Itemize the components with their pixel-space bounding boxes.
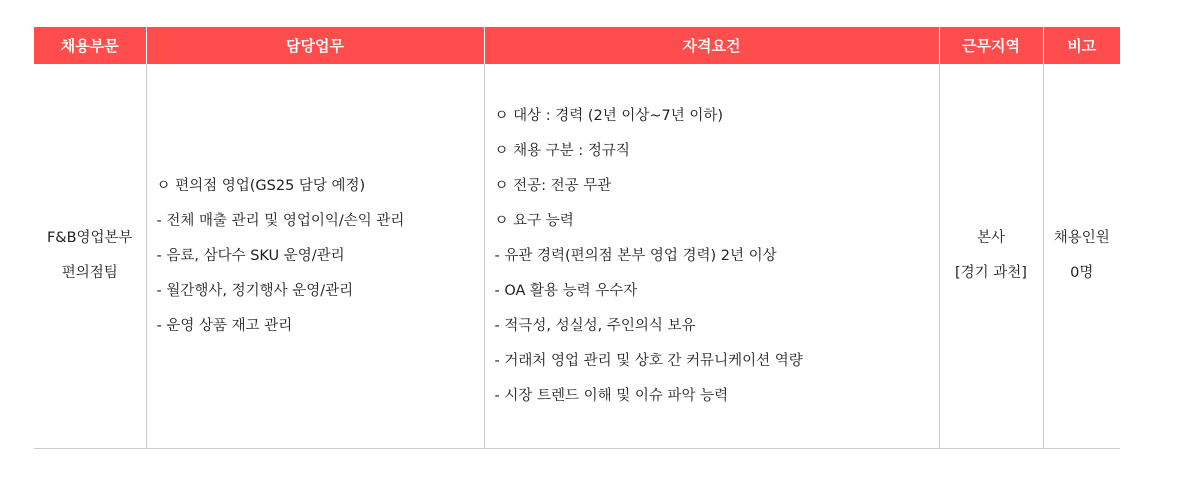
duty-line: ㅇ 편의점 영업(GS25 담당 예정): [156, 177, 366, 194]
header-note: 비고: [1043, 27, 1120, 64]
location-line: [경기 과천]: [955, 265, 1027, 281]
qualification-line: - OA 활용 능력 우수자: [494, 282, 638, 299]
duty-line: - 음료, 삼다수 SKU 운영/관리: [156, 247, 345, 264]
header-dept: 채용부문: [34, 27, 146, 64]
header-location: 근무지역: [939, 27, 1043, 64]
recruitment-table: [34, 27, 1120, 449]
duty-line: - 운영 상품 재고 관리: [156, 317, 293, 334]
cell-location: [939, 64, 1043, 449]
table-row: [34, 64, 1120, 449]
note-line: 채용인원: [1053, 230, 1110, 246]
qualification-line: ㅇ 대상 : 경력 (2년 이상~7년 이하): [494, 107, 724, 124]
header-qualification: 자격요건: [484, 27, 939, 64]
cell-dept: [34, 64, 146, 449]
qualification-line: ㅇ 요구 능력: [494, 212, 574, 229]
duty-line: - 월간행사, 정기행사 운영/관리: [156, 282, 354, 299]
qualification-line: - 거래처 영업 관리 및 상호 간 커뮤니케이션 역량: [494, 352, 803, 369]
header-duty: 담당업무: [146, 27, 484, 64]
cell-note: [1043, 64, 1120, 449]
duty-line: - 전체 매출 관리 및 영업이익/손익 관리: [156, 212, 405, 229]
qualification-line: - 적극성, 성실성, 주인의식 보유: [494, 317, 696, 334]
note-line: 0명: [1070, 265, 1094, 281]
cell-qualification: [484, 64, 939, 449]
cell-duty: [146, 64, 484, 449]
dept-line: 편의점팀: [61, 265, 118, 281]
qualification-line: - 유관 경력(편의점 본부 영업 경력) 2년 이상: [494, 247, 777, 264]
location-line: 본사: [976, 230, 1005, 246]
qualification-line: - 시장 트렌드 이해 및 이슈 파악 능력: [494, 387, 729, 404]
dept-line: F&B영업본부: [46, 230, 133, 246]
qualification-line: ㅇ 전공: 전공 무관: [494, 177, 612, 194]
table-header-row: [34, 27, 1120, 64]
qualification-line: ㅇ 채용 구분 : 정규직: [494, 142, 630, 159]
